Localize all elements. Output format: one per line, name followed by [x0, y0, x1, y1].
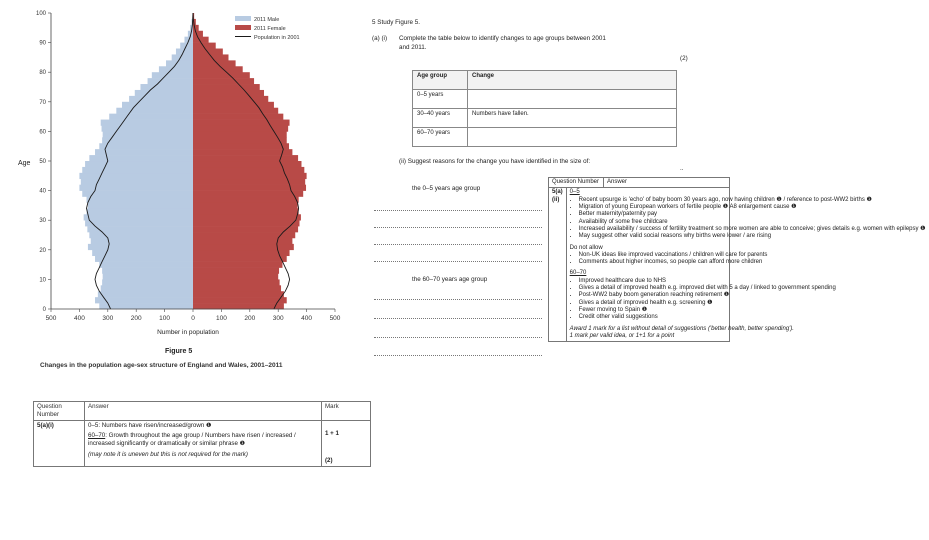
table-header-age: Age group [413, 71, 468, 90]
female-bar [193, 202, 298, 208]
female-bar [193, 197, 299, 203]
x-tick-label: 300 [272, 315, 284, 322]
question-heading: 5 Study Figure 5. [372, 19, 420, 26]
table-cell-change-2: Numbers have fallen. [468, 109, 677, 128]
ms-answer-line1: 0–5: Numbers have risen/increased/grown ❶ [88, 421, 212, 429]
female-bar [193, 173, 307, 179]
list-item: • Migration of young European workers of fertile people ❶ A8 enlargement cause ❶ [579, 204, 926, 211]
list-item: • Gives a detail of improved health e.g. improved diet with 5 a day / linked to government spending [579, 285, 926, 292]
list-item: • Recent upsurge is 'echo' of baby boom 30 years ago, now having children ❶ / reference to post-WW2 births ❶ [579, 197, 926, 204]
male-bar [95, 297, 193, 303]
male-bar [172, 54, 193, 60]
female-bar [193, 167, 304, 173]
male-bar [166, 60, 193, 66]
male-bar [99, 262, 193, 268]
y-tick-label: 90 [39, 40, 46, 47]
female-bar [193, 226, 298, 232]
male-bar [91, 238, 193, 244]
chart-legend [235, 16, 300, 41]
population-pyramid-chart [0, 0, 360, 345]
male-bar [84, 214, 193, 220]
male-bar [101, 120, 193, 126]
ms-mark [322, 420, 371, 467]
ms-mark-total: (2) [325, 457, 333, 465]
male-bar [89, 155, 193, 161]
female-bar [193, 78, 254, 84]
male-bar [122, 102, 193, 108]
y-tick-label: 10 [39, 277, 46, 284]
male-bar [85, 161, 193, 167]
female-bar [193, 131, 287, 137]
female-bar [193, 285, 281, 291]
x-tick-label: 0 [191, 315, 195, 322]
female-bar [193, 72, 250, 78]
male-bar [87, 226, 193, 232]
female-bar [193, 291, 284, 297]
question-a-text2: and 2011. [399, 44, 427, 51]
legend-label-female: 2011 Female [254, 26, 286, 32]
table-cell-change-3[interactable] [468, 128, 677, 147]
male-bar [159, 66, 193, 72]
male-bar [135, 90, 193, 96]
question-a-marks: (2) [680, 55, 688, 62]
answer-line[interactable] [374, 261, 542, 262]
female-bar [193, 66, 243, 72]
female-bar [193, 96, 268, 102]
male-bar [95, 149, 193, 155]
ms-header-qnum: Question Number [34, 402, 85, 421]
female-bar [193, 220, 300, 226]
female-bar [193, 161, 301, 167]
list-item: • Improved healthcare due to NHS [579, 278, 926, 285]
ms2-list-60-70 [570, 278, 926, 322]
ms-answer-note: (may note it is uneven but this is not required for the mark) [88, 450, 248, 458]
female-bar [193, 102, 274, 108]
x-tick-label: 500 [45, 315, 57, 322]
male-bar [148, 78, 193, 84]
male-bar [116, 108, 193, 114]
y-tick-label: 20 [39, 247, 46, 254]
female-bar [193, 137, 287, 143]
female-bar [193, 268, 279, 274]
x-tick-label: 200 [130, 315, 142, 322]
table-header-change: Change [468, 71, 677, 90]
y-tick-label: 100 [35, 11, 46, 17]
female-bar [193, 84, 260, 90]
male-bar [103, 131, 193, 137]
female-bar [193, 232, 295, 238]
male-bar [99, 303, 193, 309]
list-item: • Fewer moving to Spain ❶ [579, 307, 926, 314]
x-tick-label: 300 [102, 315, 114, 322]
ms-header-mark: Mark [322, 402, 371, 421]
ms2-header-qnum: Question Number [549, 178, 604, 187]
female-bar [193, 191, 303, 197]
y-tick-label: 50 [39, 159, 46, 165]
female-bar [193, 60, 236, 66]
answer-line[interactable] [374, 210, 542, 211]
female-bar [193, 214, 301, 220]
male-bar [140, 84, 193, 90]
y-tick-label: 80 [39, 70, 46, 77]
x-tick-label: 100 [215, 315, 227, 322]
female-bar [193, 273, 278, 279]
ms-mark-split: 1 + 1 [325, 429, 339, 437]
legend-label-male: 2011 Male [254, 17, 280, 23]
female-bar [193, 185, 306, 191]
ms2-award-note-2: 1 mark per valid idea, or 1+1 for a point [569, 332, 675, 339]
y-tick-label: 0 [42, 307, 46, 313]
legend-swatch-male [235, 16, 251, 21]
male-bar [102, 137, 193, 143]
y-tick-label: 40 [39, 188, 46, 195]
x-tick-label: 500 [329, 315, 341, 322]
male-bar [87, 197, 194, 203]
ms2-header-answer: Answer [607, 179, 628, 185]
age-change-table [412, 70, 677, 147]
female-bar [193, 256, 287, 262]
list-item: • Credit other valid suggestions [579, 314, 926, 321]
male-bar [88, 244, 193, 250]
ms-answer-line2: 60–70: Growth throughout the age group / Numbers have risen / increased / increased significantly or dramatically or similar phrase ❶ [88, 432, 296, 447]
question-group1: the 0–5 years age group [412, 185, 481, 192]
ms2-disallow: Do not allow [569, 244, 603, 251]
male-bar [99, 143, 193, 149]
male-bar [88, 202, 193, 208]
ms2-list-0-5 [570, 197, 926, 241]
ms-header-answer: Answer [85, 402, 322, 421]
male-bar [87, 208, 194, 214]
male-bar [98, 291, 193, 297]
answer-line[interactable] [374, 244, 542, 245]
list-item: • Availability of some free childcare [579, 219, 926, 226]
female-bar [193, 297, 287, 303]
female-bar [193, 250, 290, 256]
markscheme-ai-table [33, 401, 371, 467]
answer-line[interactable] [374, 299, 542, 300]
male-bar [79, 173, 193, 179]
question-aii-text: (ii) Suggest reasons for the change you have identified in the size of: [399, 158, 591, 165]
ms2-section-60-70: 60–70 [569, 270, 587, 277]
figure-subtitle: Changes in the population age-sex structure of England and Wales, 2001–2011 [40, 362, 283, 369]
x-tick-label: 400 [301, 315, 313, 322]
male-bar [102, 279, 193, 285]
female-bar [193, 244, 294, 250]
list-item: • Post-WW2 baby boom generation reaching retirement ❶ [579, 292, 926, 299]
male-bar [102, 268, 193, 274]
table-cell-change-1[interactable] [468, 90, 677, 109]
ms2-section-0-5: 0–5 [569, 189, 580, 196]
question-aii-trailing: .. [680, 165, 684, 172]
female-bar [193, 208, 299, 214]
female-bar [193, 31, 203, 37]
list-item: • Non-UK ideas like improved vaccinations / children will care for parents [579, 252, 926, 259]
male-bar [101, 285, 193, 291]
list-item: • Better maternity/paternity pay [579, 211, 926, 218]
x-tick-label: 100 [159, 315, 171, 322]
male-bar [152, 72, 193, 78]
female-bar [193, 90, 264, 96]
x-tick-label: 200 [244, 315, 256, 322]
ms-qnum: 5(a)(i) [34, 420, 85, 467]
answer-line[interactable] [374, 355, 542, 356]
legend-swatch-female [235, 25, 251, 30]
female-bar [193, 279, 280, 285]
female-bar [193, 114, 283, 120]
question-a-label: (a) (i) [372, 35, 388, 42]
list-item: • Comments about higher incomes, so people can afford more children [579, 259, 926, 266]
male-bar [102, 125, 193, 131]
answer-line[interactable] [374, 337, 542, 338]
y-axis-label: Age [18, 160, 31, 167]
list-item: • May suggest other valid social reasons why births were lower / are rising [579, 233, 926, 240]
ms2-answer [567, 188, 929, 341]
male-bar [82, 167, 193, 173]
ms2-list-disallow [570, 252, 926, 267]
y-tick-label: 60 [39, 129, 46, 136]
legend-label-2001: Population in 2001 [254, 35, 300, 41]
ms2-qnum: 5(a)(ii) [549, 188, 567, 341]
x-axis-label: Number in population [157, 329, 219, 336]
male-bar [103, 273, 193, 279]
female-bar [193, 108, 278, 114]
table-cell-age-2: 30–40 years [413, 109, 468, 128]
female-bar [193, 303, 284, 309]
male-bar [95, 256, 193, 262]
table-cell-age-3: 60–70 years [413, 128, 468, 147]
male-bar [82, 191, 193, 197]
markscheme-aii-panel [548, 177, 926, 342]
female-bar [193, 155, 298, 161]
male-bar [85, 220, 193, 226]
female-bar [193, 149, 292, 155]
female-bar [193, 120, 290, 126]
female-bar [193, 262, 282, 268]
answer-line[interactable] [374, 318, 542, 319]
list-item: • Gives a detail of improved health e.g. screening ❶ [579, 300, 926, 307]
male-bar [129, 96, 193, 102]
figure-title: Figure 5 [165, 348, 193, 355]
answer-line[interactable] [374, 227, 542, 228]
ms2-award-note: Award 1 mark for a list without detail of suggestions ('better health, better spending'). [569, 325, 794, 332]
x-tick-label: 400 [73, 315, 85, 322]
female-bar [193, 143, 289, 149]
list-item: • Increased availability / success of fertility treatment so more women are able to conceive; gives details e.g. women with epilepsy ❶ [579, 226, 926, 233]
male-bar [109, 114, 193, 120]
table-cell-age-1: 0–5 years [413, 90, 468, 109]
y-tick-label: 70 [39, 99, 46, 106]
question-a-text: Complete the table below to identify changes to age groups between 2001 [399, 35, 606, 42]
ms-answer [85, 420, 322, 467]
question-group2: the 60–70 years age group [412, 276, 488, 283]
y-tick-label: 30 [39, 218, 46, 225]
